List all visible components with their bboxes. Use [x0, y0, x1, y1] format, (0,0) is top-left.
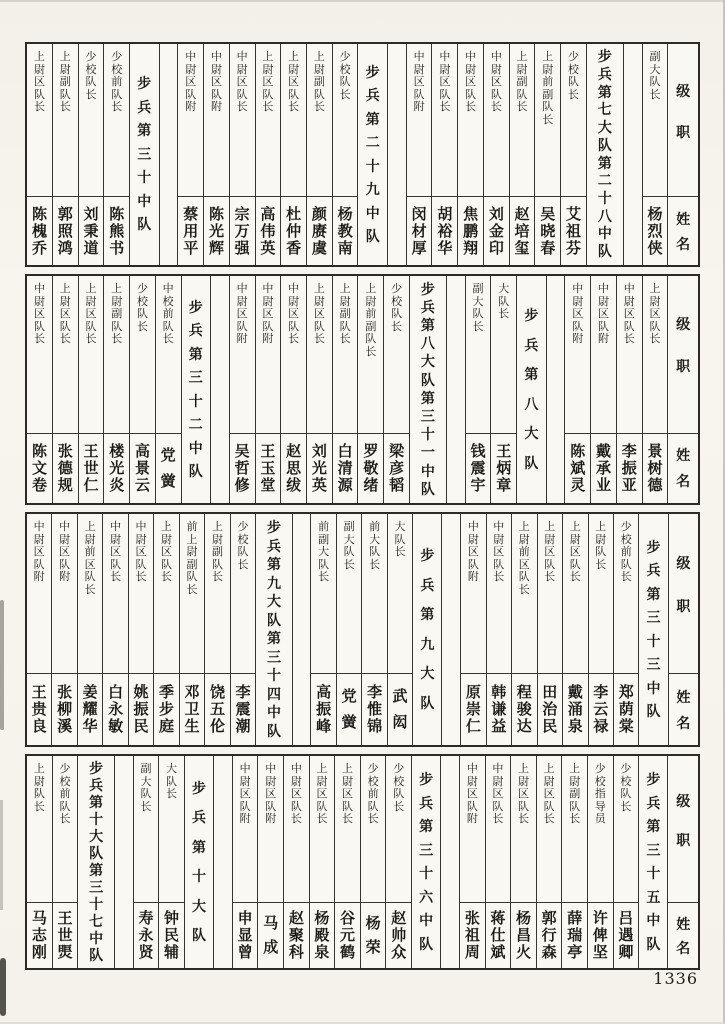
unit-title-column: 步 兵 第 二 十 九 中 队 — [357, 44, 386, 265]
name-label: 陈 槐 乔 — [27, 196, 52, 265]
person-column — [332, 44, 358, 265]
name-label: 寿 永 贤 — [134, 902, 159, 968]
rank-label: 上 尉 前 区 队 长 — [84, 521, 96, 596]
person-column — [128, 514, 153, 745]
name-label: 李 云 禄 — [589, 673, 613, 745]
rank-name-header-column — [668, 514, 698, 745]
person-column — [511, 514, 536, 745]
roster-band-1 — [25, 42, 700, 267]
person-column — [510, 756, 536, 968]
rank-label: 上 尉 区 队 长 — [543, 763, 555, 826]
name-label: 楼 光 炎 — [104, 433, 129, 503]
name-label: 程 骏 达 — [512, 673, 536, 745]
name-label: 闵 材 厚 — [407, 196, 432, 265]
unit-title-column: 步 兵 第 八 大 队 第 三 十 一 中 队 — [409, 276, 446, 503]
empty-column — [292, 514, 311, 745]
rank-label: 上 尉 区 队 长 — [649, 283, 661, 346]
name-label: 王 世 仁 — [79, 433, 104, 503]
name-header-label: 姓 名 — [668, 902, 698, 968]
scan-artifact-left-smudge-1 — [0, 600, 4, 730]
person-column — [78, 44, 104, 265]
person-column — [306, 276, 332, 503]
name-label: 吴 哲 修 — [230, 433, 255, 503]
person-column — [613, 756, 639, 968]
empty-column — [159, 44, 178, 265]
person-column — [564, 276, 590, 503]
empty-column — [546, 276, 565, 503]
rank-label: 少 校 队 长 — [620, 763, 632, 813]
person-column — [255, 44, 281, 265]
person-column — [560, 44, 586, 265]
rank-label: 上 尉 区 队 长 — [85, 283, 97, 346]
name-label: 邓 卫 生 — [180, 673, 204, 745]
rank-label: 少 校 队 长 — [85, 51, 97, 101]
empty-column — [623, 44, 642, 265]
name-label: 许 俾 坚 — [588, 902, 613, 968]
person-column — [27, 44, 52, 265]
name-label: 刘 光 英 — [307, 433, 332, 503]
name-label: 刘 秉 道 — [79, 196, 104, 265]
rank-header-label: 级 职 — [676, 82, 691, 140]
person-column — [406, 44, 432, 265]
person-column — [102, 514, 127, 745]
empty-column — [440, 756, 459, 968]
name-label: 景 树 德 — [643, 433, 668, 503]
person-column — [486, 514, 511, 745]
rank-label: 中 尉 区 队 附 — [59, 521, 71, 584]
name-label: 高 伟 英 — [256, 196, 281, 265]
empty-column — [114, 756, 133, 968]
scan-artifact-top-edge — [0, 0, 725, 2]
person-column — [203, 44, 229, 265]
name-label: 蔡 用 平 — [178, 196, 203, 265]
scan-artifact-left-smudge-3 — [0, 958, 6, 1016]
rank-label: 中 尉 区 队 长 — [492, 763, 504, 826]
rank-label: 中 尉 区 队 附 — [262, 283, 274, 346]
scan-artifact-left-smudge-2 — [0, 800, 3, 910]
unit-title-column: 步 兵 第 三 十 三 中 队 — [638, 514, 667, 745]
rank-name-header-column — [667, 756, 698, 968]
name-label: 王 炳 章 — [491, 433, 516, 503]
rank-label: 中 尉 区 队 长 — [288, 283, 300, 346]
name-label: 李 振 亚 — [617, 433, 642, 503]
unit-title-column: 步 兵 第 九 大 队 第 三 十 四 中 队 — [255, 514, 292, 745]
name-header-label: 姓 名 — [668, 433, 698, 503]
empty-column — [441, 514, 460, 745]
rank-label: 中 尉 区 队 附 — [236, 283, 248, 346]
rank-label: 少 校 前 队 长 — [59, 763, 71, 826]
person-column — [457, 44, 483, 265]
person-column — [204, 514, 229, 745]
name-label: 马 志 刚 — [27, 902, 52, 968]
page-number: 1336 — [653, 969, 698, 988]
name-label: 王 贵 良 — [27, 673, 51, 745]
name-label: 陈 光 辉 — [204, 196, 229, 265]
rank-label: 少 校 队 长 — [136, 283, 148, 333]
empty-column — [213, 756, 232, 968]
rank-label: 中 尉 区 队 附 — [466, 763, 478, 826]
name-label: 赵 思 绂 — [281, 433, 306, 503]
rank-name-header-column — [667, 276, 698, 503]
unit-title-column: 步 兵 第 八 大 队 — [516, 276, 545, 503]
person-column — [310, 514, 335, 745]
person-column — [509, 44, 535, 265]
name-label: 韩 谦 益 — [487, 673, 511, 745]
person-column — [465, 276, 491, 503]
person-column — [283, 756, 309, 968]
rank-label: 上 尉 区 队 长 — [34, 51, 45, 114]
rank-label: 少 校 指 导 员 — [594, 763, 606, 826]
rank-label: 中 尉 区 队 长 — [135, 521, 147, 584]
person-column — [361, 514, 386, 745]
name-label: 罗 敬 绪 — [358, 433, 383, 503]
name-label: 张 德 规 — [53, 433, 78, 503]
person-column — [103, 44, 129, 265]
unit-title-column: 步 兵 第 三 十 二 中 队 — [181, 276, 210, 503]
empty-column — [446, 276, 465, 503]
person-column — [642, 44, 668, 265]
name-label: 杨 昌 火 — [511, 902, 536, 968]
unit-title-column: 步 兵 第 三 十 中 队 — [129, 44, 158, 265]
person-column — [642, 276, 668, 503]
rank-label: 上 尉 副 队 长 — [313, 51, 325, 114]
rank-label: 中 尉 区 队 附 — [33, 521, 45, 584]
rank-label: 少 校 队 长 — [568, 51, 580, 101]
name-label: 赵 帅 众 — [386, 902, 411, 968]
person-column — [483, 44, 509, 265]
name-label: 张 祖 周 — [460, 902, 485, 968]
roster-band-3 — [25, 512, 700, 747]
person-column — [590, 276, 616, 503]
name-label: 杨 教 南 — [333, 196, 358, 265]
rank-label: 上 尉 副 队 长 — [59, 51, 71, 114]
rank-label: 少 校 队 长 — [393, 763, 405, 813]
name-label: 赵 聚 科 — [284, 902, 309, 968]
name-label: 胡 裕 华 — [432, 196, 457, 265]
rank-label: 大 队 长 — [498, 283, 510, 321]
rank-label: 上 尉 区 队 长 — [569, 521, 581, 584]
name-label: 季 步 庭 — [154, 673, 178, 745]
rank-label: 中 尉 区 队 长 — [236, 51, 248, 114]
rank-label: 中 尉 区 队 附 — [467, 521, 479, 584]
rank-header-label: 级 职 — [676, 316, 691, 375]
name-label: 杜 仲 香 — [281, 196, 306, 265]
person-column — [332, 276, 358, 503]
name-label: 姚 振 民 — [129, 673, 153, 745]
name-label: 陈 斌 灵 — [565, 433, 590, 503]
name-label: 申 显 曾 — [233, 902, 258, 968]
name-label: 陈 熊 书 — [104, 196, 129, 265]
rank-label: 前 副 大 队 长 — [318, 521, 330, 584]
roster-band-4 — [25, 754, 700, 970]
person-column — [52, 44, 78, 265]
name-label: 饶 五 伦 — [205, 673, 229, 745]
person-column — [534, 44, 560, 265]
empty-column — [387, 44, 406, 265]
person-column — [616, 276, 642, 503]
person-column — [460, 514, 485, 745]
name-label: 陈 文 卷 — [27, 433, 52, 503]
name-label: 李 震 潮 — [231, 673, 255, 745]
name-label: 戴 承 业 — [591, 433, 616, 503]
name-label: 郭 行 森 — [537, 902, 562, 968]
rank-label: 中 尉 区 队 长 — [465, 51, 477, 114]
rank-label: 上 尉 队 长 — [33, 763, 45, 813]
rank-label: 上 尉 区 队 长 — [59, 283, 71, 346]
person-column — [587, 756, 613, 968]
rank-label: 中 尉 区 队 附 — [597, 283, 609, 346]
person-column — [229, 276, 255, 503]
person-column — [177, 44, 203, 265]
name-label: 谷 元 鹤 — [335, 902, 360, 968]
rank-label: 大 队 长 — [166, 763, 178, 801]
person-column — [52, 756, 78, 968]
name-label: 艾 祖 芬 — [561, 196, 586, 265]
name-label: 党 黉 — [156, 433, 181, 503]
rank-label: 少 校 前 队 长 — [111, 51, 123, 114]
rank-label: 上 尉 区 队 长 — [544, 521, 556, 584]
rank-label: 中 尉 区 队 长 — [290, 763, 302, 826]
person-column — [27, 514, 51, 745]
rank-label: 上 尉 副 队 长 — [111, 283, 123, 346]
name-label: 王 玉 堂 — [256, 433, 281, 503]
person-column — [153, 514, 178, 745]
name-label: 高 景 云 — [130, 433, 155, 503]
unit-title-column: 步 兵 第 七 大 队 第 二 十 八 中 队 — [586, 44, 623, 265]
person-column — [77, 514, 102, 745]
person-column — [155, 276, 181, 503]
rank-label: 中 尉 区 队 附 — [413, 51, 425, 114]
person-column — [360, 756, 386, 968]
rank-label: 上 尉 前 区 队 长 — [518, 521, 530, 596]
person-column — [280, 276, 306, 503]
rank-label: 中 尉 区 队 长 — [623, 283, 635, 346]
rank-label: 中 尉 区 队 附 — [265, 763, 277, 826]
rank-label: 上 尉 区 队 长 — [313, 283, 325, 346]
name-label: 李 惟 锦 — [362, 673, 386, 745]
rank-label: 上 尉 区 队 长 — [262, 51, 274, 114]
person-column — [255, 276, 281, 503]
rank-label: 少 校 前 队 长 — [367, 763, 379, 826]
person-column — [27, 756, 52, 968]
person-column — [536, 756, 562, 968]
unit-title-column: 步 兵 第 十 大 队 — [184, 756, 213, 968]
name-label: 蒋 仕 斌 — [486, 902, 511, 968]
unit-title-column: 步 兵 第 三 十 五 中 队 — [638, 756, 667, 968]
name-label: 钱 震 宇 — [466, 433, 491, 503]
name-label: 郑 荫 棠 — [614, 673, 638, 745]
roster-band-2 — [25, 274, 700, 505]
rank-label: 副 大 队 长 — [140, 763, 152, 813]
name-label: 焦 鹏 翔 — [458, 196, 483, 265]
rank-label: 上 尉 副 队 长 — [569, 763, 581, 826]
rank-label: 上 尉 副 队 长 — [212, 521, 223, 584]
name-label: 高 振 峰 — [311, 673, 335, 745]
name-label: 杨 殿 泉 — [310, 902, 335, 968]
person-column — [562, 514, 587, 745]
name-label: 戴 涌 泉 — [563, 673, 587, 745]
name-label: 张 柳 溪 — [52, 673, 76, 745]
name-label: 马 成 — [258, 902, 283, 968]
rank-label: 中 尉 区 队 长 — [34, 283, 45, 346]
name-label: 梁 彦 韬 — [384, 433, 409, 503]
rank-label: 上 尉 副 队 长 — [516, 51, 528, 114]
rank-label: 副 大 队 长 — [472, 283, 484, 333]
rank-label: 中 尉 区 队 附 — [185, 51, 197, 114]
rank-label: 中 尉 区 队 附 — [239, 763, 251, 826]
person-column — [103, 276, 129, 503]
rank-header-label: 级 职 — [676, 792, 691, 848]
name-label: 杨 烈 侠 — [643, 196, 668, 265]
person-column — [232, 756, 258, 968]
person-column — [129, 276, 155, 503]
person-column — [158, 756, 184, 968]
rank-label: 少 校 队 长 — [237, 521, 249, 571]
name-label: 白 永 敏 — [103, 673, 127, 745]
person-column — [588, 514, 613, 745]
rank-label: 少 校 队 长 — [339, 51, 351, 101]
rank-label: 上 尉 副 队 长 — [339, 283, 351, 346]
person-column — [280, 44, 306, 265]
rank-header-label: 级 职 — [676, 555, 691, 615]
person-column — [229, 44, 255, 265]
person-column — [306, 44, 332, 265]
rank-label: 上 尉 前 副 队 长 — [542, 51, 554, 126]
name-label: 田 治 民 — [538, 673, 562, 745]
rank-label: 少 校 队 长 — [391, 283, 403, 333]
rank-label: 前 大 队 长 — [369, 521, 381, 571]
rank-label: 中 校 前 队 长 — [162, 283, 174, 346]
name-label: 薛 瑞 亭 — [562, 902, 587, 968]
name-label: 武 闳 — [388, 673, 412, 745]
person-column — [27, 276, 52, 503]
rank-label: 上 尉 区 队 长 — [161, 521, 173, 584]
rank-label: 中 尉 区 队 长 — [493, 521, 505, 584]
person-column — [52, 276, 78, 503]
name-label: 党 黉 — [337, 673, 361, 745]
unit-title-column: 步 兵 第 三 十 六 中 队 — [411, 756, 440, 968]
name-label: 姜 耀 华 — [78, 673, 102, 745]
rank-name-header-column — [667, 44, 698, 265]
rank-label: 中 尉 区 队 附 — [572, 283, 584, 346]
name-label: 郭 照 鸿 — [53, 196, 78, 265]
name-label: 钟 民 辅 — [159, 902, 184, 968]
person-column — [431, 44, 457, 265]
name-label: 杨 荣 — [361, 902, 386, 968]
name-label: 赵 培 玺 — [510, 196, 535, 265]
rank-label: 少 校 前 队 长 — [620, 521, 632, 584]
person-column — [537, 514, 562, 745]
name-header-label: 姓 名 — [668, 196, 698, 265]
name-label: 吴 晓 春 — [535, 196, 560, 265]
name-label: 宗 万 强 — [230, 196, 255, 265]
empty-column — [210, 276, 229, 503]
unit-title-column: 步 兵 第 十 大 队 第 三 十 七 中 队 — [77, 756, 114, 968]
rank-label: 上 尉 前 副 队 长 — [365, 283, 377, 358]
name-label: 刘 金 印 — [484, 196, 509, 265]
rank-label: 上 尉 区 队 长 — [518, 763, 530, 826]
name-label: 王 世 煚 — [53, 902, 78, 968]
rank-label: 上 尉 队 长 — [595, 521, 607, 571]
name-header-label: 姓 名 — [669, 673, 698, 745]
person-column — [385, 756, 411, 968]
rank-label: 前 上 尉 副 队 长 — [186, 521, 198, 596]
rank-label: 中 尉 区 队 长 — [490, 51, 502, 114]
person-column — [133, 756, 159, 968]
rank-label: 副 大 队 长 — [343, 521, 355, 571]
person-column — [613, 514, 638, 745]
person-column — [334, 756, 360, 968]
person-column — [336, 514, 361, 745]
person-column — [459, 756, 485, 968]
person-column — [230, 514, 255, 745]
person-column — [383, 276, 409, 503]
person-column — [387, 514, 412, 745]
person-column — [561, 756, 587, 968]
unit-title-column: 步 兵 第 九 大 队 — [412, 514, 441, 745]
rank-label: 上 尉 区 队 长 — [342, 763, 354, 826]
rank-label: 上 尉 区 队 长 — [288, 51, 300, 114]
rank-label: 中 尉 区 队 附 — [210, 51, 222, 114]
rank-label: 中 尉 区 队 长 — [439, 51, 451, 114]
rank-label: 大 队 长 — [394, 521, 406, 559]
person-column — [357, 276, 383, 503]
person-column — [309, 756, 335, 968]
name-label: 颜 赓 虞 — [307, 196, 332, 265]
name-label: 吕 遇 卿 — [614, 902, 639, 968]
person-column — [485, 756, 511, 968]
person-column — [257, 756, 283, 968]
person-column — [78, 276, 104, 503]
rank-label: 副 大 队 长 — [649, 51, 661, 101]
rank-label: 上 尉 区 队 长 — [316, 763, 328, 826]
person-column — [179, 514, 204, 745]
rank-label: 中 尉 区 队 长 — [110, 521, 122, 584]
name-label: 原 崇 仁 — [461, 673, 485, 745]
person-column — [51, 514, 76, 745]
name-label: 白 清 源 — [333, 433, 358, 503]
person-column — [490, 276, 516, 503]
